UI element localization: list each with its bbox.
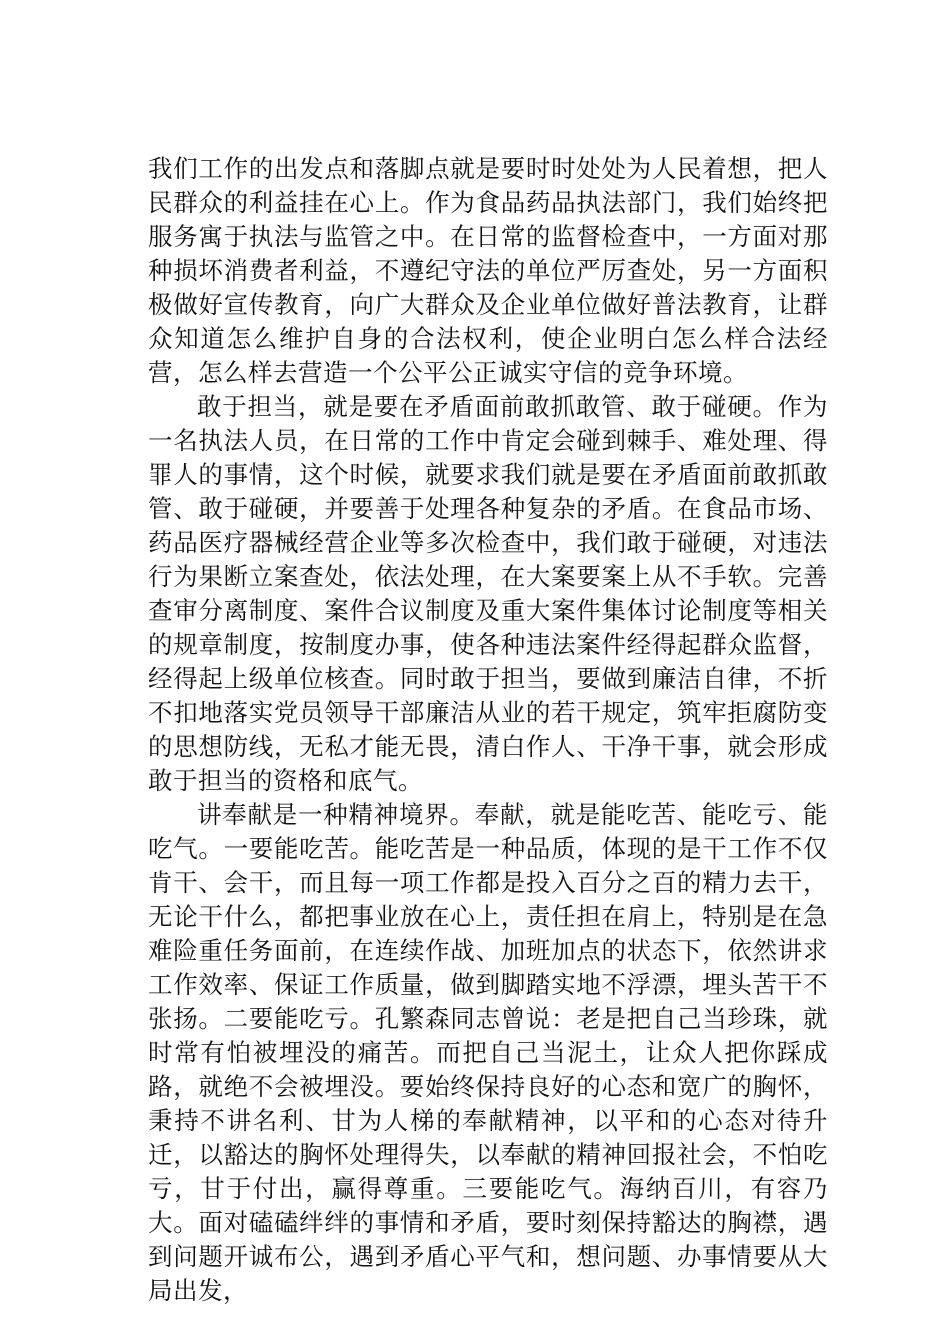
paragraph-1: 我们工作的出发点和落脚点就是要时时处处为人民着想，把人民群众的利益挂在心上。作为食品药品执法部门，我们始终把服务寓于执法与监管之中。在日常的监督检查中，一方面对那种损坏消费者利益，不遵纪守法的单位严厉查处，另一方面积极做好宣传教育，向广大群众及企业单位做好普法教育，让群众知道怎么维护自身的合法权利，使企业明白怎么样合法经营，怎么样去营造一个公平公正诚实守信的竞争环境。 — [148, 154, 828, 387]
document-body — [148, 152, 828, 1308]
paragraph-2: 敢于担当，就是要在矛盾面前敢抓敢管、敢于碰硬。作为一名执法人员，在日常的工作中肯定会碰到棘手、难处理、得罪人的事情，这个时候，就要求我们就是要在矛盾面前敢抓敢管、敢于碰硬，并要善于处理各种复杂的矛盾。在食品市场、药品医疗器械经营企业等多次检查中，我们敢于碰硬，对违法行为果断立案查处，依法处理，在大案要案上从不手软。完善查审分离制度、案件合议制度及重大案件集体讨论制度等相关的规章制度，按制度办事，使各种违法案件经得起群众监督，经得起上级单位核查。同时敢于担当，要做到廉洁自律，不折不扣地落实党员领导干部廉洁从业的若干规定，筑牢拒腐防变的思想防线，无私才能无畏，清白作人、干净干事，就会形成敢于担当的资格和底气。 — [148, 392, 828, 795]
paragraph-3: 讲奉献是一种精神境界。奉献，就是能吃苦、能吃亏、能吃气。一要能吃苦。能吃苦是一种品质，体现的是干工作不仅肯干、会干，而且每一项工作都是投入百分之百的精力去干，无论干什么，都把事业放在心上，责任担在肩上，特别是在急难险重任务面前，在连续作战、加班加点的状态下，依然讲求工作效率、保证工作质量，做到脚踏实地不浮漂，埋头苦干不张扬。二要能吃亏。孔繁森同志曾说：老是把自己当珍珠，就时常有怕被埋没的痛苦。而把自己当泥土，让众人把你踩成路，就绝不会被埋没。要始终保持良好的心态和宽广的胸怀，秉持不讲名利、甘为人梯的奉献精神，以平和的心态对待升迁，以豁达的胸怀处理得失，以奉献的精神回报社会，不怕吃亏，甘于付出，赢得尊重。三要能吃气。海纳百川，有容乃大。面对磕磕绊绊的事情和矛盾，要时刻保持豁达的胸襟，遇到问题开诚布公，遇到矛盾心平气和，想问题、办事情要从大局出发， — [148, 800, 828, 1305]
